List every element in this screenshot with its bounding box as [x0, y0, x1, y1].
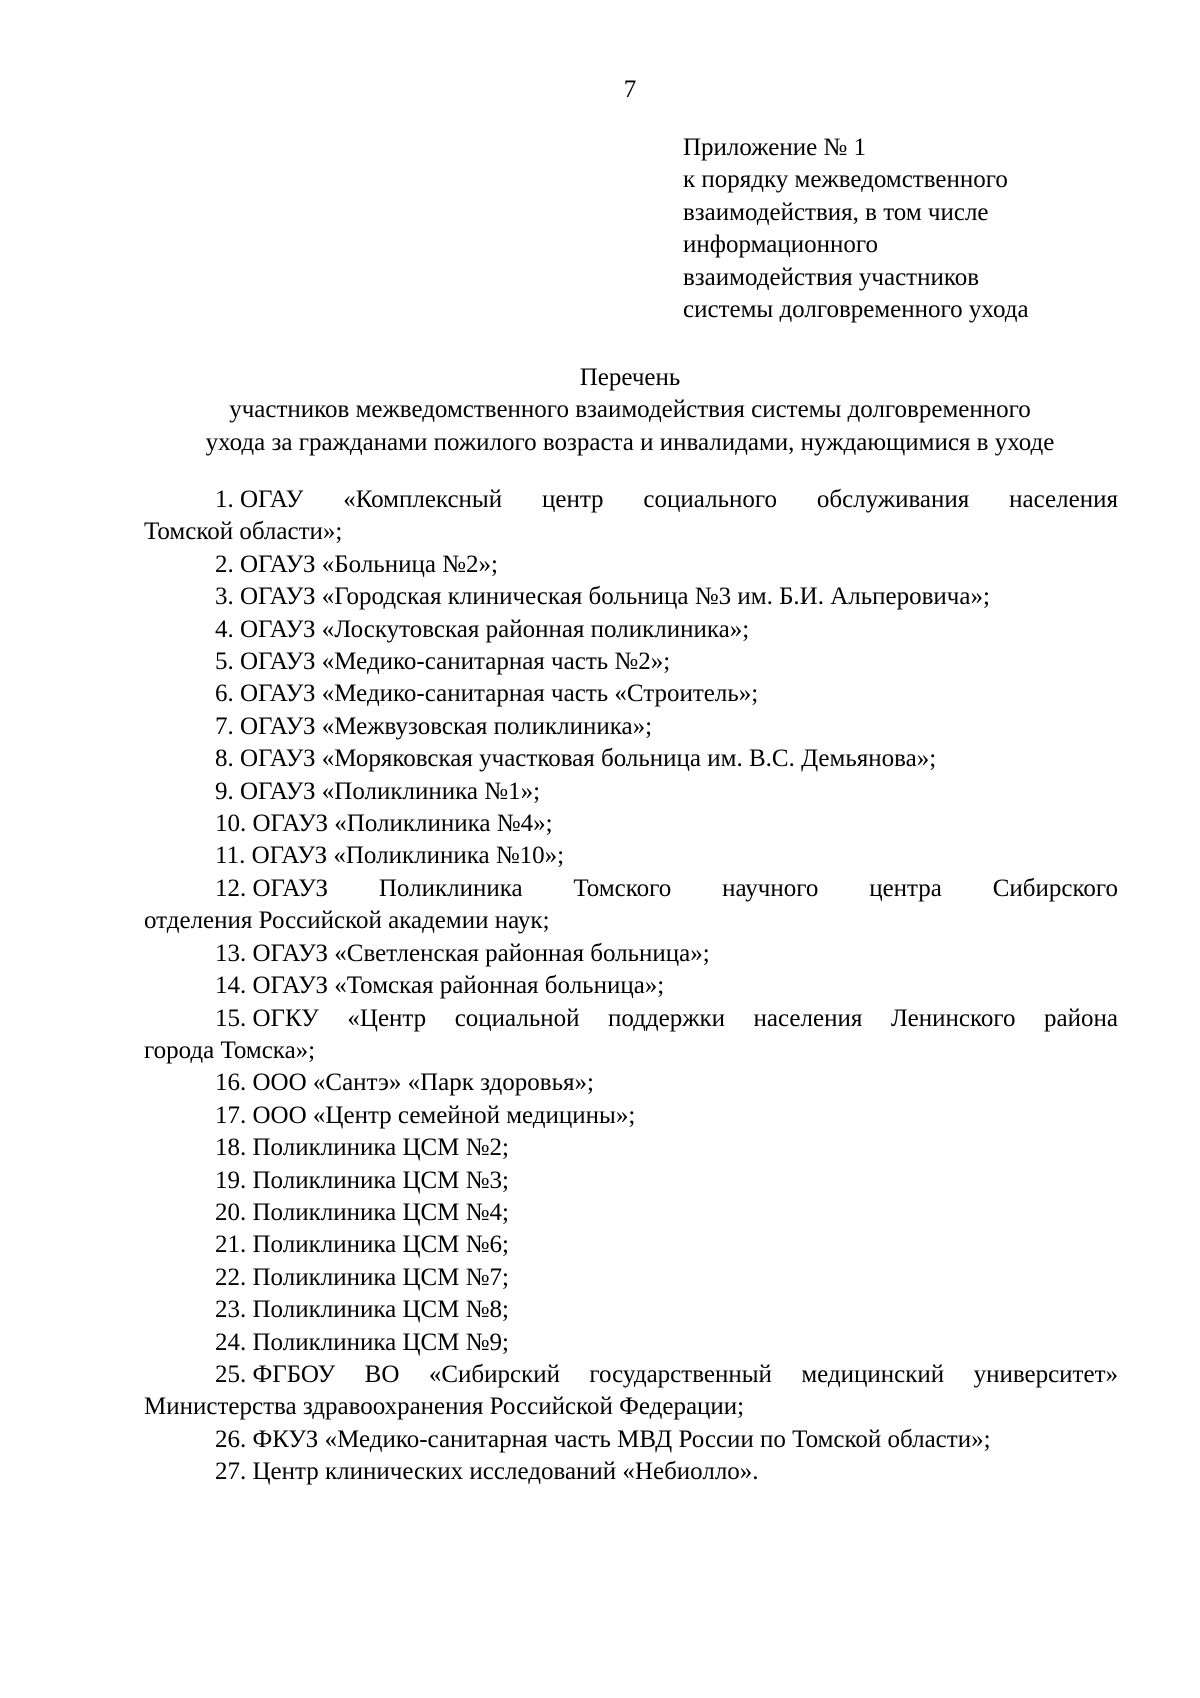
list-item: [144, 678, 1118, 710]
list-item: [144, 549, 1118, 581]
list-item-word-text: «Комплексный: [343, 486, 503, 513]
list-item-word: [215, 873, 328, 905]
list-item: [144, 1165, 1118, 1197]
list-item-number: 19.: [215, 1166, 247, 1194]
list-item-word-text: Поликлиника: [378, 874, 523, 902]
list-item-number: 6.: [215, 680, 234, 708]
list-item: [144, 484, 1118, 549]
list-item-word: [722, 873, 818, 905]
list-item-word: [589, 1359, 771, 1391]
list-item-text: Поликлиника ЦСМ №4;: [252, 1198, 509, 1226]
list-item: [144, 970, 1118, 1002]
list-item-word-text: населения: [753, 1004, 863, 1032]
list-item-word-text: государственный: [589, 1360, 772, 1388]
list-item-text: Поликлиника ЦСМ №7;: [252, 1263, 509, 1291]
list-item: [144, 1229, 1118, 1261]
list-item-continuation: города Томска»;: [144, 1036, 316, 1064]
list-item-word: [643, 484, 777, 516]
appendix-line: к порядку межведомственного: [683, 166, 1008, 194]
appendix-line: взаимодействия, в том числе: [683, 198, 989, 226]
list-item-word: [801, 1359, 944, 1391]
list-item-number: 11.: [215, 842, 246, 870]
list-item-word-text: района: [1044, 1004, 1118, 1032]
appendix-block: [683, 132, 1163, 326]
list-item-word: [215, 1359, 335, 1391]
list-item-number: 9.: [215, 777, 234, 805]
list-item-word: [429, 1359, 560, 1391]
participants-list: [144, 484, 1118, 1489]
list-item: [144, 711, 1118, 743]
list-item-number: 21.: [215, 1231, 247, 1259]
document-heading: [130, 362, 1130, 459]
list-item: [144, 1327, 1118, 1359]
list-item-word: [993, 873, 1118, 905]
list-item: [144, 1100, 1118, 1132]
appendix-line: системы долговременного ухода: [683, 296, 1029, 324]
list-item: [144, 776, 1118, 808]
list-item-text: Поликлиника ЦСМ №8;: [252, 1296, 509, 1324]
list-item: [144, 938, 1118, 970]
list-item-word-text: университет»: [973, 1360, 1118, 1388]
list-item-word: [215, 484, 303, 516]
list-item-word-text: социального: [643, 486, 777, 513]
list-item-word-text: центр: [541, 486, 604, 513]
list-item: [144, 1132, 1118, 1164]
list-item-text: Поликлиника ЦСМ №9;: [252, 1328, 509, 1356]
list-item: [144, 1003, 1118, 1068]
list-item-number: 15.: [215, 1004, 247, 1032]
list-item-word: [573, 873, 671, 905]
heading-title: Перечень: [579, 364, 681, 391]
list-item: [144, 840, 1118, 872]
list-item: [144, 1424, 1118, 1456]
list-item-number: 10.: [215, 810, 247, 838]
list-item-word: [1044, 1003, 1118, 1035]
list-item-word: [608, 1003, 725, 1035]
list-item-text: ОГАУЗ «Больница №2»;: [240, 550, 498, 578]
list-item-text: ОГАУЗ «Поликлиника №1»;: [240, 777, 541, 805]
list-item-first-line: [144, 1003, 1118, 1035]
list-item-number: 12.: [215, 874, 247, 902]
list-item-text: Поликлиника ЦСМ №6;: [252, 1231, 509, 1259]
list-item-word-text: медицинский: [801, 1360, 945, 1388]
list-item-word-text: ОГАУ: [240, 486, 304, 513]
list-item-word-text: Томского: [573, 874, 672, 902]
list-item-word-text: социальной: [454, 1004, 580, 1032]
list-item-word: [891, 1003, 1016, 1035]
list-item-text: ООО «Центр семейной медицины»;: [252, 1101, 636, 1129]
list-item-number: 3.: [215, 583, 234, 611]
list-item-number: 20.: [215, 1198, 247, 1226]
list-item-continuation: Томской области»;: [144, 518, 343, 546]
list-item: [144, 581, 1118, 613]
list-item-number: 25.: [215, 1360, 247, 1388]
heading-subtitle-line: участников межведомственного взаимодействия системы долговременного: [229, 396, 1031, 424]
list-item-text: ОГАУЗ «Лоскутовская районная поликлиника»;: [240, 615, 750, 643]
list-item-number: 5.: [215, 648, 234, 676]
list-item-word: [869, 873, 942, 905]
heading-subtitle-line: ухода за гражданами пожилого возраста и инвалидами, нуждающимися в уходе: [205, 428, 1055, 456]
list-item-text: Поликлиника ЦСМ №2;: [252, 1134, 509, 1162]
list-item-word: [215, 1003, 319, 1035]
list-item-word: [817, 484, 969, 516]
list-item-text: ООО «Сантэ» «Парк здоровья»;: [252, 1069, 594, 1097]
list-item-continuation: отделения Российской академии наук;: [144, 907, 550, 935]
list-item-word-text: ФГБОУ: [252, 1360, 336, 1388]
list-item-word: [455, 1003, 580, 1035]
list-item: [144, 1359, 1118, 1424]
list-item-word-text: Ленинского: [890, 1004, 1016, 1032]
list-item-text: Центр клинических исследований «Небиолло».: [252, 1458, 759, 1486]
list-item-first-line: [144, 1359, 1118, 1391]
list-item-word-text: центра: [869, 874, 942, 902]
list-item-word: [1009, 484, 1118, 516]
list-item-number: 18.: [215, 1134, 247, 1162]
list-item-word: [365, 1359, 400, 1391]
list-item-text: ОГАУЗ «Межвузовская поликлиника»;: [240, 712, 653, 740]
list-item-number: 13.: [215, 939, 247, 967]
list-item: [144, 743, 1118, 775]
list-item-number: 4.: [215, 615, 234, 643]
list-item-number: 26.: [215, 1425, 247, 1453]
list-item-word: [347, 1003, 426, 1035]
list-item-number: 22.: [215, 1263, 247, 1291]
list-item-word-text: ОГКУ: [252, 1004, 319, 1032]
list-item-word-text: ВО: [364, 1360, 400, 1388]
list-item-number: 23.: [215, 1296, 247, 1324]
list-item-text: ОГАУЗ «Поликлиника №4»;: [252, 810, 553, 838]
list-item-word: [754, 1003, 863, 1035]
list-item: [144, 808, 1118, 840]
list-item-word: [542, 484, 604, 516]
list-item: [144, 1197, 1118, 1229]
list-item-first-line: [144, 873, 1118, 905]
list-item-word: [974, 1359, 1118, 1391]
page-number: 7: [623, 76, 637, 103]
list-item-text: ОГАУЗ «Светленская районная больница»;: [252, 939, 710, 967]
list-item-continuation: Министерства здравоохранения Российской Федерации;: [144, 1393, 745, 1421]
list-item-word-text: «Центр: [347, 1004, 427, 1032]
list-item: [144, 646, 1118, 678]
list-item-word: [379, 873, 523, 905]
list-item-number: 2.: [215, 550, 234, 578]
list-item-number: 27.: [215, 1458, 247, 1486]
list-item-number: 7.: [215, 712, 234, 740]
list-item-word-text: научного: [722, 874, 819, 902]
list-item: [144, 614, 1118, 646]
list-item-text: ОГАУЗ «Медико-санитарная часть «Строитель»;: [240, 680, 759, 708]
list-item-word-text: поддержки: [608, 1004, 726, 1032]
list-item-text: Поликлиника ЦСМ №3;: [252, 1166, 509, 1194]
list-item-number: 17.: [215, 1101, 247, 1129]
list-item: [144, 1456, 1118, 1488]
list-item-word-text: обслуживания: [816, 486, 970, 513]
list-item-number: 14.: [215, 972, 247, 1000]
list-item-number: 1.: [215, 486, 234, 513]
list-item-word-text: Сибирского: [992, 874, 1118, 902]
list-item-text: ОГАУЗ «Городская клиническая больница №3 им. Б.И. Альперовича»;: [240, 583, 990, 611]
appendix-line: взаимодействия участников: [683, 263, 980, 291]
list-item-text: ОГАУЗ «Поликлиника №10»;: [251, 842, 565, 870]
list-item: [144, 873, 1118, 938]
list-item-number: 16.: [215, 1069, 247, 1097]
list-item: [144, 1067, 1118, 1099]
list-item: [144, 1262, 1118, 1294]
list-item-number: 8.: [215, 745, 234, 773]
list-item-text: ОГАУЗ «Медико-санитарная часть №2»;: [240, 648, 671, 676]
list-item: [144, 1294, 1118, 1326]
list-item-text: ФКУЗ «Медико-санитарная часть МВД России по Томской области»;: [252, 1425, 991, 1453]
list-item-number: 24.: [215, 1328, 247, 1356]
list-item-word-text: «Сибирский: [428, 1360, 560, 1388]
list-item-first-line: [144, 484, 1118, 516]
list-item-word: [343, 484, 502, 516]
appendix-line: Приложение № 1: [683, 134, 867, 161]
list-item-text: ОГАУЗ «Томская районная больница»;: [252, 972, 665, 1000]
list-item-text: ОГАУЗ «Моряковская участковая больница им. В.С. Демьянова»;: [240, 745, 937, 773]
list-item-word-text: населения: [1009, 486, 1118, 513]
appendix-line: информационного: [683, 231, 878, 259]
list-item-word-text: ОГАУЗ: [252, 874, 329, 902]
